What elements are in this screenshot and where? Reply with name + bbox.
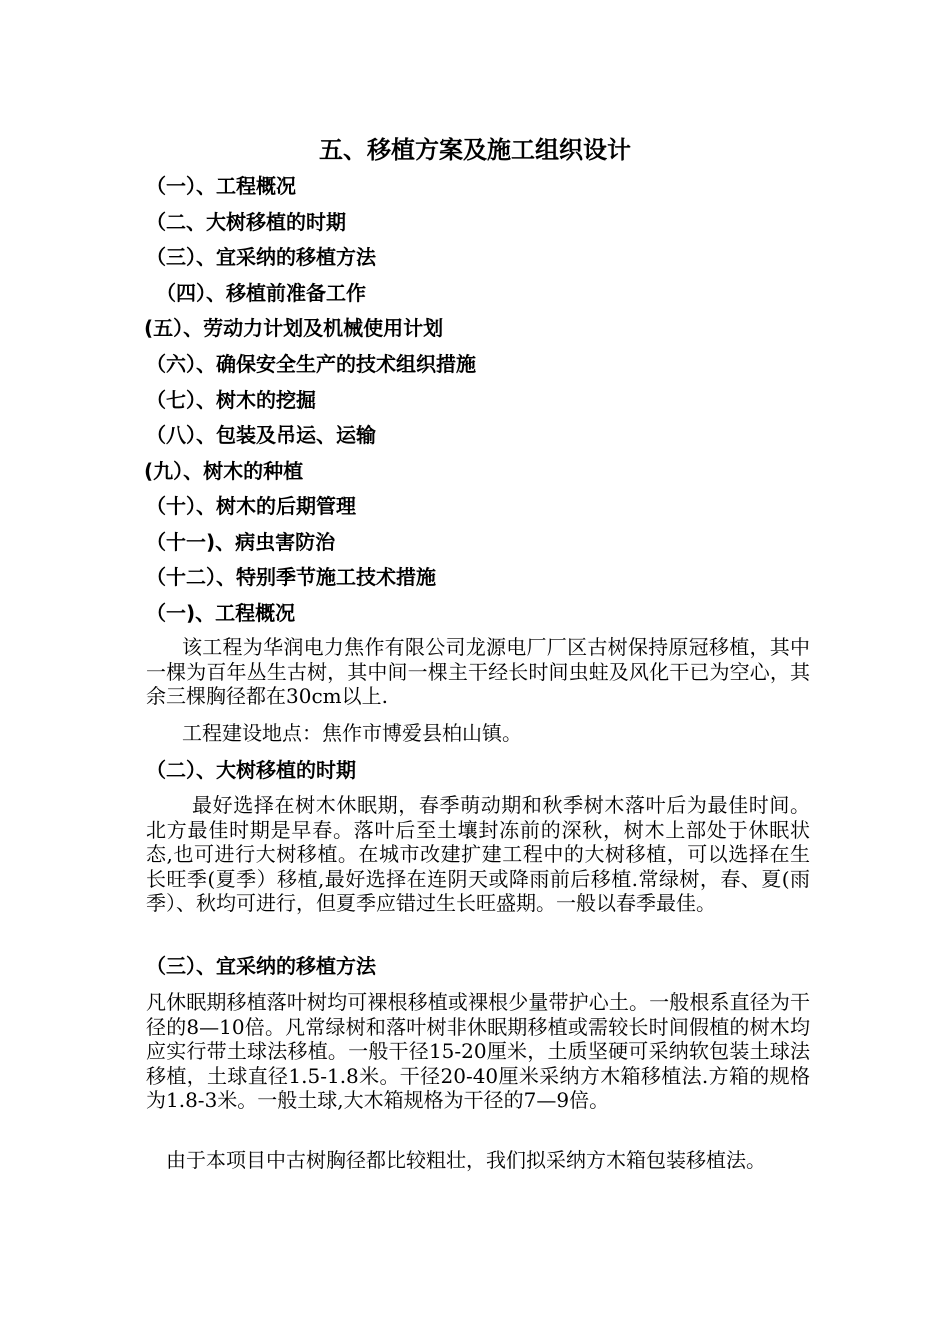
section-3-heading: （三）、宜采纳的移植方法 (146, 954, 376, 978)
toc-item-2: （二、大树移植的时期 (146, 210, 346, 234)
toc-item-11: （十一)、病虫害防治 (146, 530, 336, 554)
section-3-paragraph-1: 凡休眠期移植落叶树均可裸根移植或裸根少量带护心土。一般根系直径为干径的8—10倍。凡常绿树和落叶树非休眠期移植或需较长时间假植的树木均应实行带土球法移植。一般干径15-20厘米，土质坚硬可采纳软包装土球法移植，土球直径1.5-1.8米。干径20-40厘米采纳方木箱移植法.方箱的规格为1.8-3米。一般土球,大木箱规格为干径的7—9倍。 (146, 990, 810, 1112)
section-2-heading: （二）、大树移植的时期 (146, 758, 356, 782)
toc-item-4: （四）、移植前准备工作 (156, 281, 366, 305)
toc-item-1: （一）、工程概况 (146, 174, 296, 198)
toc-item-8: （八）、包装及吊运、运输 (146, 423, 376, 447)
section-1-paragraph-2: 工程建设地点：焦作市博爱县柏山镇。 (182, 721, 522, 745)
toc-item-7: （七）、树木的挖掘 (146, 388, 316, 412)
section-3-paragraph-2: 由于本项目中古树胸径都比较粗壮，我们拟采纳方木箱包装移植法。 (166, 1148, 766, 1172)
toc-item-10: （十）、树木的后期管理 (146, 494, 356, 518)
document-title: 五、移植方案及施工组织设计 (319, 136, 631, 164)
toc-item-9: (九）、树木的种植 (144, 459, 304, 483)
section-1-heading: （一)、工程概况 (146, 601, 296, 625)
toc-item-6: （六）、确保安全生产的技术组织措施 (146, 352, 476, 376)
toc-item-3: （三）、宜采纳的移植方法 (146, 245, 376, 269)
toc-item-5: (五）、劳动力计划及机械使用计划 (144, 316, 444, 340)
section-2-paragraph-1: 最好选择在树木休眠期，春季萌动期和秋季树木落叶后为最佳时间。北方最佳时期是早春。落叶后至土壤封冻前的深秋，树木上部处于休眠状态,也可进行大树移植。在城市改建扩建工程中的大树移植，可以选择在生长旺季(夏季）移植,最好选择在连阴天或降雨前后移植.常绿树，春、夏(雨季）、秋均可进行，但夏季应错过生长旺盛期。一般以春季最佳。 (146, 793, 810, 915)
toc-item-12: （十二）、特别季节施工技术措施 (146, 565, 436, 589)
section-1-paragraph-1: 该工程为华润电力焦作有限公司龙源电厂厂区古树保持原冠移植，其中一棵为百年丛生古树，其中间一棵主干经长时间虫蛀及风化干已为空心，其余三棵胸径都在30cm以上. (146, 635, 810, 708)
